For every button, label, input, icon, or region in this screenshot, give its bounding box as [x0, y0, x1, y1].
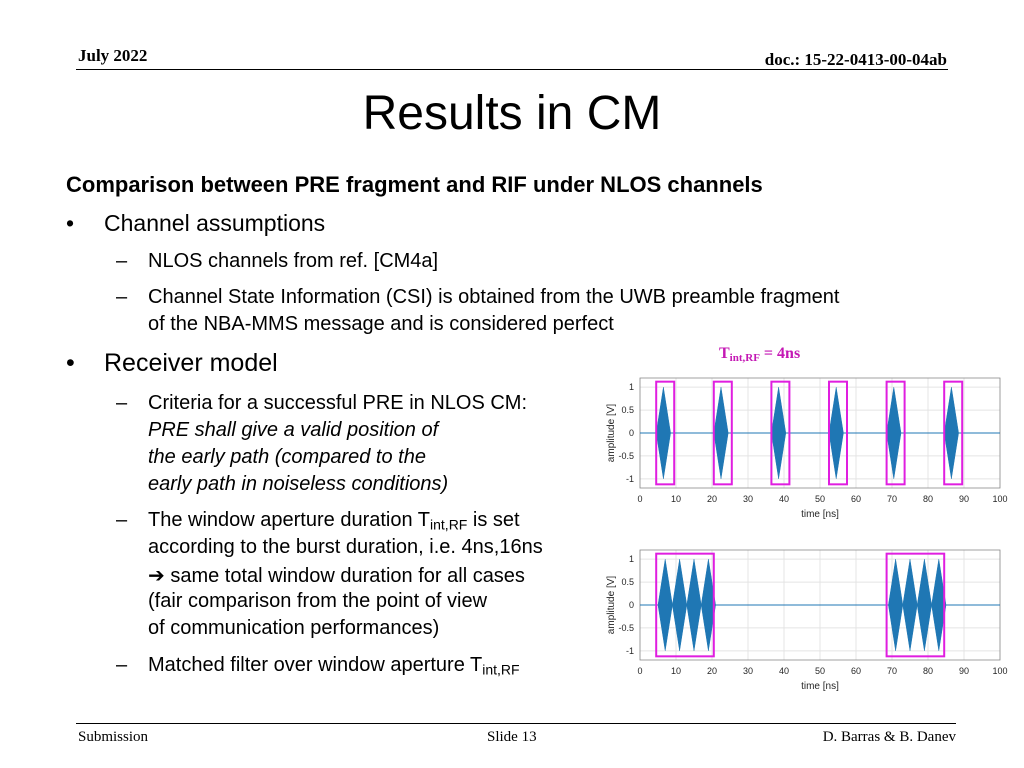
x-tick-label: 40 — [778, 666, 790, 676]
x-tick-label: 0 — [637, 666, 643, 676]
y-tick-label: 0 — [628, 428, 634, 438]
header-rule — [76, 69, 948, 70]
x-tick-label: 70 — [886, 666, 898, 676]
y-axis-label: amplitude [V] — [606, 575, 617, 635]
window-line-1 — [148, 509, 520, 532]
window-subscript: int,RF — [430, 516, 468, 533]
window-line-5: of communication performances) — [148, 617, 440, 639]
x-tick-label: 90 — [958, 494, 970, 504]
matched-subscript: int,RF — [482, 661, 520, 678]
window-text-post: is set — [467, 509, 520, 531]
x-tick-label: 30 — [742, 666, 754, 676]
window-line-4: (fair comparison from the point of view — [148, 590, 488, 612]
x-tick-label: 40 — [778, 494, 790, 504]
x-axis-label: time [ns] — [801, 509, 839, 520]
matched-filter-line — [148, 654, 520, 677]
y-tick-label: -0.5 — [618, 450, 634, 461]
x-tick-label: 30 — [742, 494, 754, 504]
channel-item-2-line1: Channel State Information (CSI) is obtained from the UWB preamble fragment — [148, 286, 840, 308]
criteria-line-1: Criteria for a successful PRE in NLOS CM: — [148, 392, 527, 414]
bullet-receiver-model: Receiver model — [104, 349, 278, 377]
x-tick-label: 60 — [850, 494, 862, 504]
bullet-marker: • — [66, 210, 75, 236]
dash-marker: – — [116, 250, 128, 272]
x-tick-label: 60 — [850, 666, 862, 676]
x-tick-label: 10 — [670, 666, 682, 676]
x-tick-label: 50 — [814, 494, 826, 504]
footer-submission: Submission — [78, 729, 149, 745]
bullet-channel-assumptions: Channel assumptions — [104, 210, 326, 236]
x-tick-label: 20 — [706, 666, 718, 676]
x-tick-label: 70 — [886, 494, 898, 504]
window-line-2: according to the burst duration, i.e. 4ns,16ns — [148, 536, 543, 558]
plot-label-top — [719, 345, 800, 363]
channel-item-2-line2: of the NBA-MMS message and is considered perfect — [148, 313, 614, 335]
y-tick-label: 0.5 — [621, 577, 634, 588]
y-tick-label: -1 — [625, 645, 634, 656]
x-tick-label: 50 — [814, 666, 826, 676]
y-tick-label: -1 — [625, 473, 634, 484]
footer-authors: D. Barras & B. Danev — [822, 729, 956, 745]
plot-label-top-t: T — [719, 345, 730, 362]
x-tick-label: 0 — [637, 494, 643, 504]
plot-label-top-sub: int,RF — [729, 351, 760, 364]
dash-marker: – — [116, 654, 128, 676]
footer-slide-number: Slide 13 — [487, 729, 537, 745]
x-tick-label: 100 — [992, 494, 1008, 504]
window-text-pre: The window aperture duration T — [148, 509, 431, 531]
plot-tint-4ns — [596, 368, 1012, 528]
dash-marker: – — [116, 509, 128, 531]
dash-marker: – — [116, 392, 128, 414]
footer-rule — [76, 723, 956, 724]
x-tick-label: 90 — [958, 666, 970, 676]
y-tick-label: -0.5 — [618, 622, 634, 633]
y-tick-label: 0.5 — [621, 405, 634, 416]
x-tick-label: 80 — [922, 494, 934, 504]
criteria-line-3: the early path (compared to the — [148, 446, 426, 468]
y-axis-label: amplitude [V] — [606, 403, 617, 463]
x-tick-label: 100 — [992, 666, 1008, 676]
y-tick-label: 0 — [628, 600, 634, 610]
x-tick-label: 10 — [670, 494, 682, 504]
criteria-line-4: early path in noiseless conditions) — [148, 473, 449, 495]
window-line-3: ➔ same total window duration for all cases — [148, 565, 525, 587]
channel-item-1: NLOS channels from ref. [CM4a] — [148, 250, 439, 272]
header-date: July 2022 — [78, 46, 148, 65]
dash-marker: – — [116, 286, 128, 308]
y-tick-label: 1 — [628, 382, 634, 393]
x-axis-label: time [ns] — [801, 681, 839, 692]
criteria-line-2: PRE shall give a valid position of — [148, 419, 439, 441]
bullet-marker: • — [66, 349, 75, 377]
slide-title: Results in CM — [362, 87, 662, 140]
plot-label-top-value: = 4ns — [759, 345, 801, 362]
x-tick-label: 20 — [706, 494, 718, 504]
header-doc-id: doc.: 15-22-0413-00-04ab — [764, 50, 947, 69]
subtitle: Comparison between PRE fragment and RIF under NLOS channels — [66, 172, 763, 197]
matched-text: Matched filter over window aperture T — [148, 654, 483, 676]
y-tick-label: 1 — [628, 554, 634, 565]
plot-tint-16ns — [596, 540, 1012, 700]
x-tick-label: 80 — [922, 666, 934, 676]
